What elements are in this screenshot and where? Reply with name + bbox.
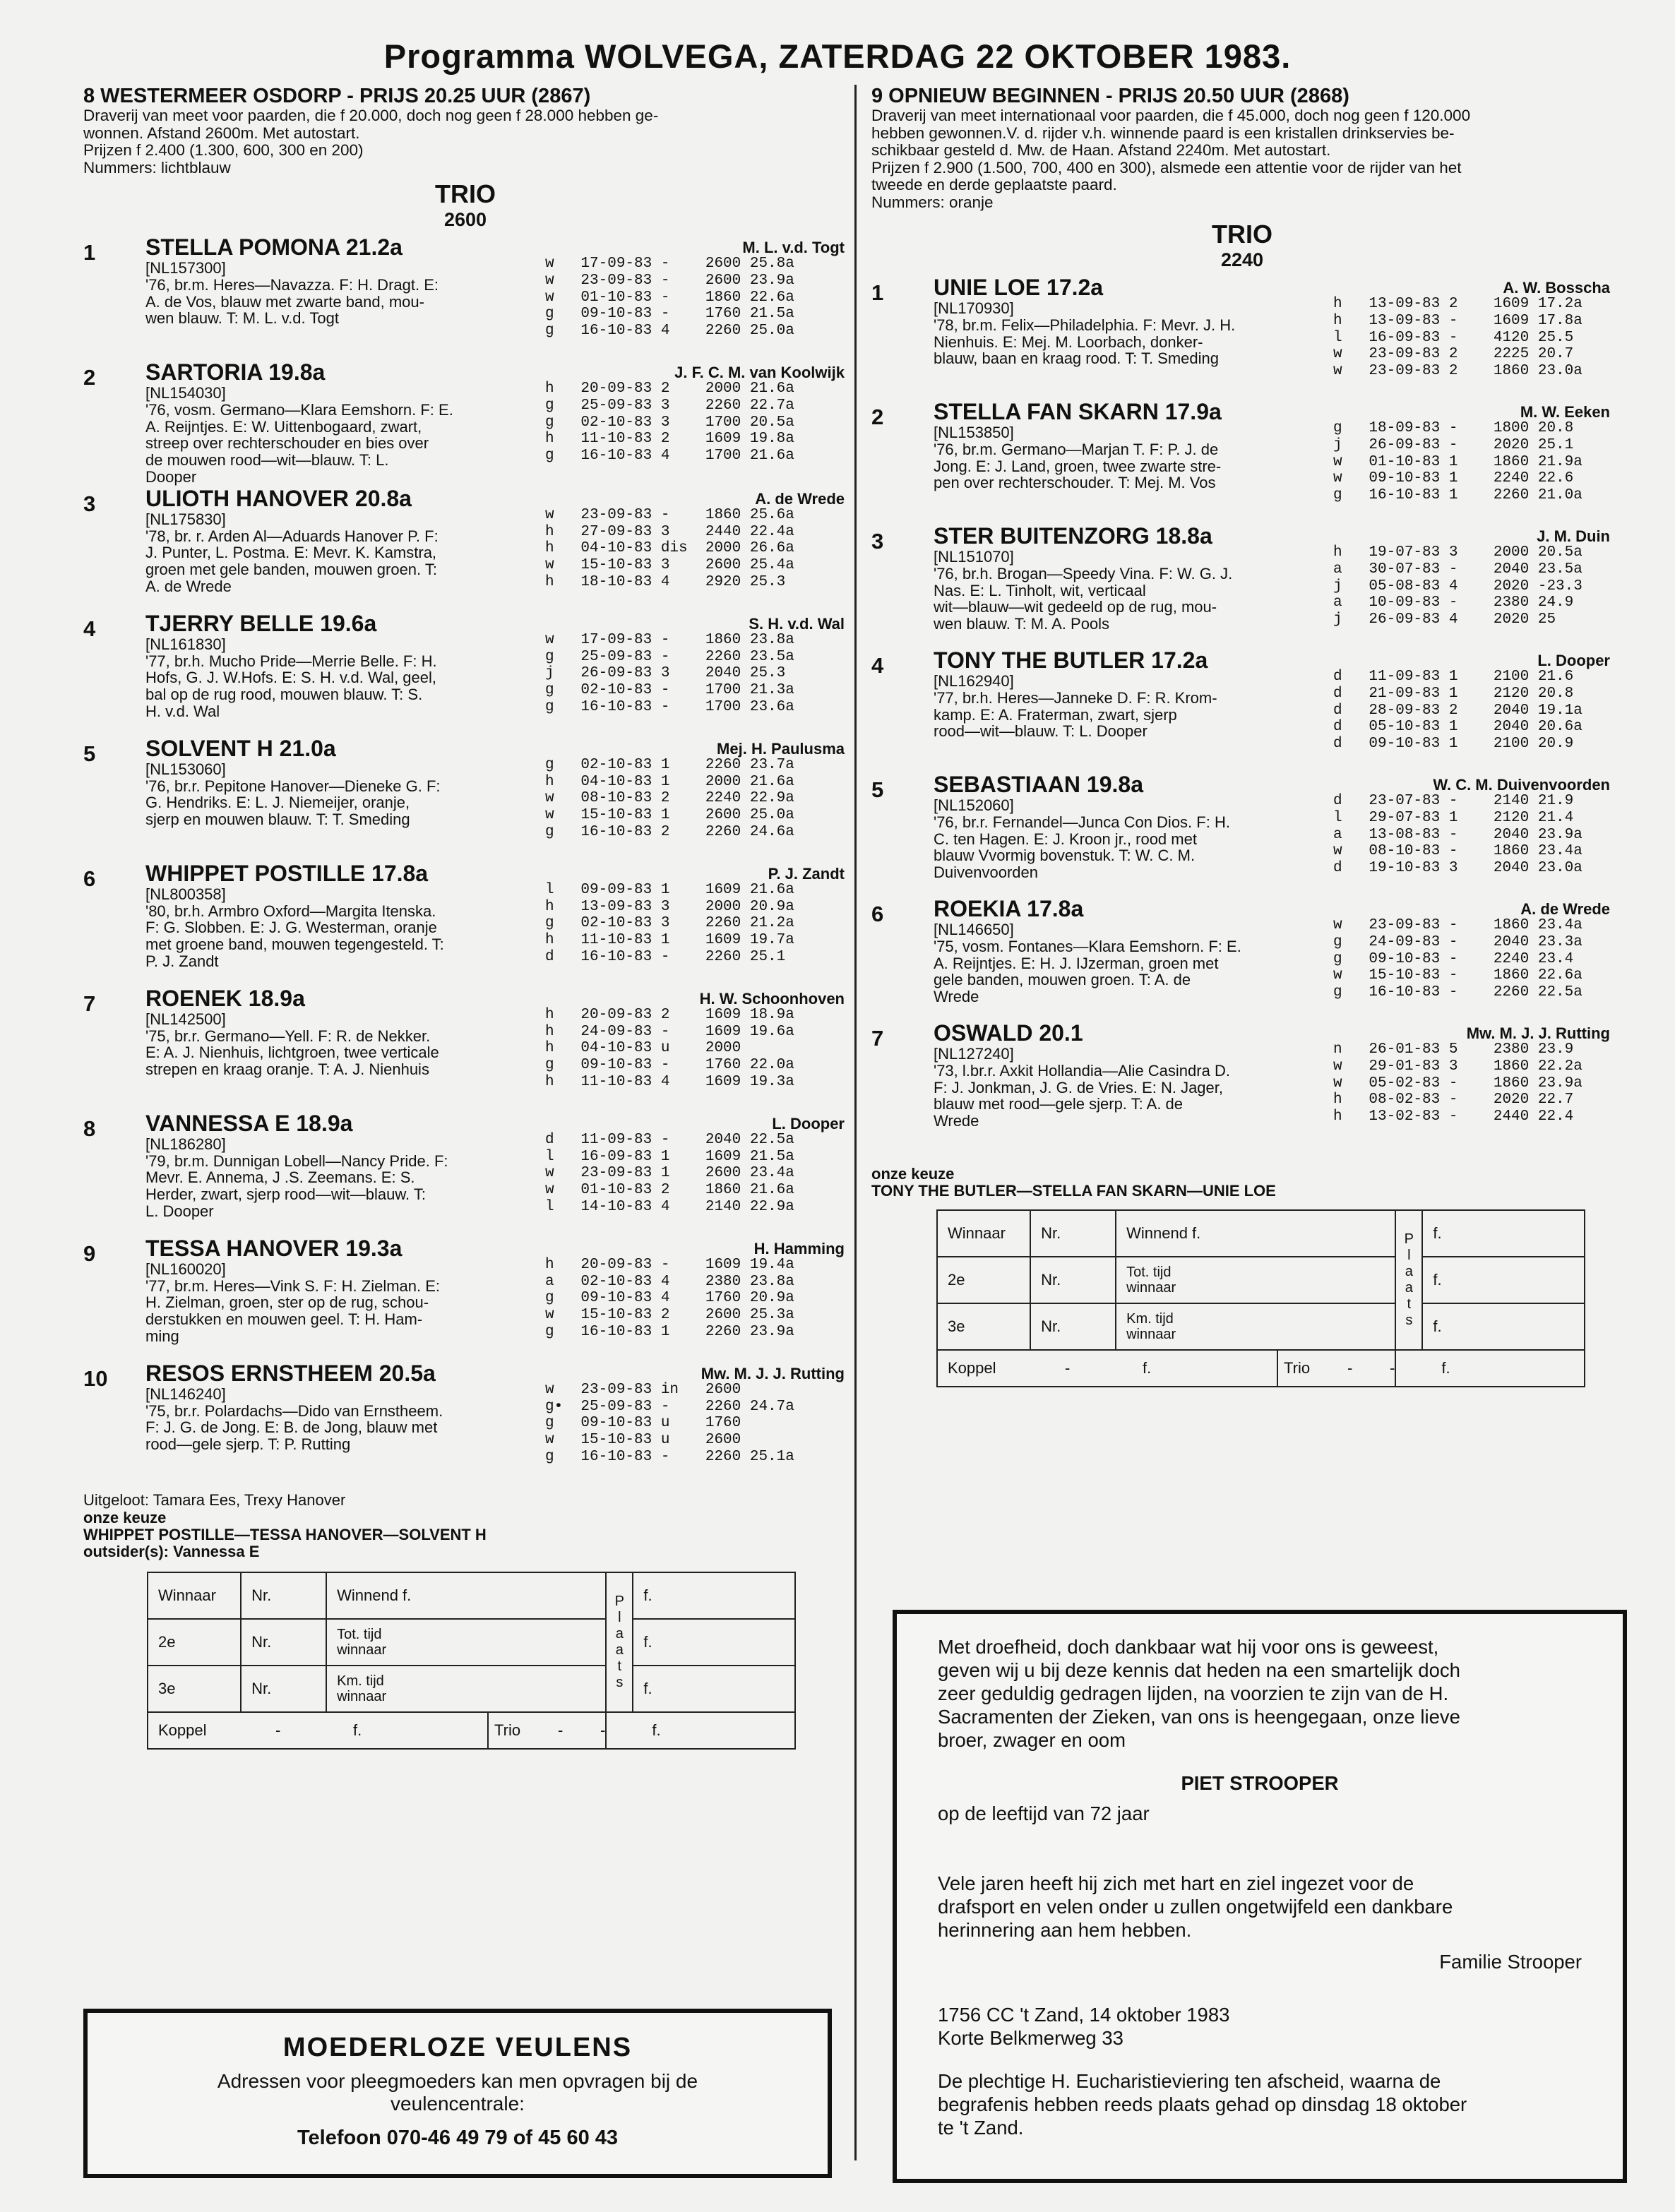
horse-name: ROENEK 18.9a [145, 985, 305, 1011]
performance-row: g 25-09-83 - 2260 23.5a [545, 648, 794, 665]
horse-trainer: Mw. M. J. J. Rutting [1466, 1024, 1610, 1042]
horse-trainer: A. de Wrede [755, 489, 845, 508]
race-8-column [83, 85, 847, 1750]
performance-row: n 26-01-83 5 2380 23.9 [1333, 1041, 1574, 1058]
horse-performances [545, 381, 794, 465]
horse-description: [NL162940] '77, br.h. Heres—Janneke D. F: R. Krom- kamp. E: A. Fraterman, zwart, sjerp rood—wit—blauw. T: L. Dooper [934, 672, 1217, 741]
page-title: Programma WOLVEGA, ZATERDAG 22 OKTOBER 1983. [383, 37, 1292, 75]
horse-performances [1333, 544, 1582, 628]
bet-amount-field[interactable]: f. [1422, 1257, 1585, 1303]
horse-name: SOLVENT H 21.0a [145, 735, 336, 761]
horse-trainer: W. C. M. Duivenvoorden [1433, 776, 1610, 794]
horse-entry [83, 736, 847, 861]
horse-number: 1 [871, 280, 884, 305]
performance-row: l 16-09-83 1 1609 21.5a [545, 1148, 794, 1165]
performance-row: a 02-10-83 4 2380 23.8a [545, 1273, 794, 1290]
performance-row: w 29-01-83 3 1860 22.2a [1333, 1058, 1582, 1075]
death-notice-intro: Met droefheid, doch dankbaar wat hij voor ons is geweest, geven wij u bij deze kennis dat heden na een smartelijk doch zeer geduldig gedragen lijden, na voorzien te zijn van de H. Sacramenten der Zieken, van ons is heengegaan, onze lieve broer, zwager en oom [938, 1636, 1460, 1751]
death-notice-address-1: 1756 CC 't Zand, 14 oktober 1983 [938, 2004, 1230, 2026]
performance-row: h 11-10-83 4 1609 19.3a [545, 1073, 794, 1090]
horse-entry [871, 647, 1613, 772]
death-notice-address-2: Korte Belkmerweg 33 [938, 2027, 1123, 2049]
horse-entry [83, 1361, 847, 1485]
race-8-onze-keuze: WHIPPET POSTILLE—TESSA HANOVER—SOLVENT H [83, 1525, 487, 1543]
race-8-onze-keuze-label: onze keuze [83, 1508, 167, 1526]
horse-number: 3 [871, 529, 884, 554]
horse-entry [83, 359, 847, 486]
horse-name: UNIE LOE 17.2a [934, 275, 1104, 300]
bet-amount-field[interactable]: f. [633, 1619, 795, 1666]
bet-nr-field[interactable]: Nr. [1030, 1303, 1116, 1350]
horse-performances [1333, 917, 1582, 1001]
plaats-label: P l a a t s [1395, 1210, 1422, 1350]
performance-row: h 08-02-83 - 2020 22.7 [1333, 1092, 1574, 1108]
performance-row: h 27-09-83 3 2440 22.4a [545, 523, 794, 540]
column-divider [854, 85, 857, 2160]
horse-entry [871, 399, 1613, 523]
horse-performances [545, 256, 794, 340]
performance-row: w 15-10-83 2 2600 25.3a [545, 1307, 794, 1324]
horse-entry [83, 1111, 847, 1236]
performance-row: h 13-02-83 - 2440 22.4 [1333, 1108, 1574, 1125]
horse-name: VANNESSA E 18.9a [145, 1110, 353, 1136]
horse-trainer: Mw. M. J. J. Rutting [701, 1364, 845, 1382]
performance-row: w 09-10-83 1 2240 22.6 [1333, 470, 1574, 487]
performance-row: w 15-10-83 1 2600 25.0a [545, 807, 794, 824]
performance-row: j 05-08-83 4 2020 -23.3 [1333, 578, 1582, 594]
horse-trainer: S. H. v.d. Wal [749, 614, 845, 633]
bet-nr-field[interactable]: Nr. [241, 1619, 326, 1666]
horse-number: 10 [83, 1365, 108, 1391]
performance-row: l 16-09-83 - 4120 25.5 [1333, 329, 1574, 346]
performance-row: g 02-10-83 - 1700 21.3a [545, 682, 794, 699]
performance-row: d 05-10-83 1 2040 20.6a [1333, 719, 1582, 736]
race-8-distance: 2600 [443, 209, 487, 230]
race-8-bet-form [147, 1572, 847, 1750]
horse-trainer: L. Dooper [772, 1114, 845, 1132]
performance-row: h 04-10-83 u 2000 [545, 1040, 741, 1057]
horse-number: 5 [871, 777, 884, 802]
horse-name: STELLA POMONA 21.2a [145, 234, 403, 260]
horse-performances [545, 1007, 794, 1091]
performance-row: w 15-10-83 3 2600 25.4a [545, 557, 794, 574]
horse-trainer: J. M. Duin [1537, 527, 1610, 545]
performance-row: w 23-09-83 - 2600 23.9a [545, 272, 794, 289]
performance-row: h 20-09-83 - 1609 19.4a [545, 1256, 794, 1273]
death-notice-closing: De plechtige H. Eucharistieviering ten afscheid, waarna de begrafenis hebben reeds plaats gehad op dinsdag 18 oktober te 't Zand. [938, 2070, 1467, 2139]
horse-trainer: Mej. H. Paulusma [717, 739, 845, 758]
horse-name: RESOS ERNSTHEEM 20.5a [145, 1360, 436, 1386]
veulens-title: MOEDERLOZE VEULENS [282, 2033, 633, 2062]
horse-description: [NL152060] '76, br.r. Fernandel—Junca Con Dios. F: H. C. ten Hagen. E: J. Kroon jr., rood met blauw Vvormig bovenstuk. T: W. C. M. Duivenvoorden [934, 796, 1230, 882]
horse-number: 8 [83, 1116, 96, 1141]
horse-performances [1333, 793, 1582, 877]
performance-row: d 21-09-83 1 2120 20.8 [1333, 685, 1574, 702]
horse-name: TJERRY BELLE 19.6a [145, 610, 377, 636]
performance-row: g 16-10-83 4 1700 21.6a [545, 448, 794, 465]
horse-trainer: P. J. Zandt [768, 864, 845, 883]
horse-trainer: A. de Wrede [1520, 900, 1610, 918]
performance-row: g• 25-09-83 - 2260 24.7a [545, 1398, 794, 1415]
plaats-label: P l a a t s [606, 1572, 633, 1712]
performance-row: h 20-09-83 2 1609 18.9a [545, 1006, 794, 1023]
performance-row: g 25-09-83 3 2260 22.7a [545, 397, 794, 414]
performance-row: h 11-10-83 2 1609 19.8a [545, 431, 794, 448]
horse-number: 6 [871, 902, 884, 926]
horse-number: 1 [83, 240, 96, 265]
bet-form-table: Winnaar Nr. Winnend f. P l a a t s f. 2e Nr. Tot. tijd winnaar f. 3e Nr. Km. tijd winnaar f. Koppel - f. Trio - - f. [147, 1572, 796, 1750]
performance-row: w 15-10-83 - 1860 22.6a [1333, 967, 1582, 984]
horse-trainer: M. W. Eeken [1520, 403, 1610, 421]
bet-nr-field[interactable]: Nr. [1030, 1210, 1116, 1257]
performance-row: d 28-09-83 2 2040 19.1a [1333, 702, 1582, 719]
horse-entry [871, 772, 1613, 896]
horse-description: [NL175830] '78, br. r. Arden Al—Aduards Hanover P. F: J. Punter, L. Postma. E: Mevr. K. Kamstra, groen met gele banden, mouwen groen. T: A. de Wrede [145, 510, 439, 595]
horse-description: [NL127240] '73, l.br.r. Axkit Hollandia—Alie Casindra D. F: J. Jonkman, J. G. de Vries. E: N. Jager, blauw met rood—gele sjerp. T: A. de Wrede [934, 1045, 1230, 1130]
horse-description: [NL142500] '75, br.r. Germano—Yell. F: R. de Nekker. E: A. J. Nienhuis, lichtgroen, twee verticale strepen en kraag oranje. T: A. J. Nienhuis [145, 1010, 439, 1079]
race-8-entries [83, 234, 847, 1485]
horse-entry [83, 986, 847, 1111]
horse-number: 3 [83, 491, 96, 516]
race-9-entries [871, 275, 1613, 1144]
performance-row: h 13-09-83 3 2000 20.9a [545, 898, 794, 915]
bet-nr-field[interactable]: Nr. [241, 1666, 326, 1712]
horse-performances [1333, 669, 1582, 753]
death-notice-age: op de leeftijd van 72 jaar [938, 1803, 1150, 1824]
horse-description: [NL800358] '80, br.h. Armbro Oxford—Margita Itenska. F: G. Slobben. E: J. G. Westerman, oranje met groene band, mouwen tegengesteld. T: P. J. Zandt [145, 885, 444, 970]
bet-nr-field[interactable]: Nr. [1030, 1257, 1116, 1303]
bet-nr-field[interactable]: Nr. [241, 1572, 326, 1619]
performance-row: g 09-10-83 4 1760 20.9a [545, 1290, 794, 1307]
bet-amount-field[interactable]: f. [1422, 1210, 1585, 1257]
veulens-text-2: veulencentrale: [391, 2093, 525, 2115]
performance-row: w 08-10-83 2 2240 22.9a [545, 790, 794, 807]
race-9-header: 9 OPNIEUW BEGINNEN - PRIJS 20.50 UUR (2868) [871, 85, 1349, 107]
horse-name: WHIPPET POSTILLE 17.8a [145, 860, 429, 886]
performance-row: h 18-10-83 4 2920 25.3 [545, 573, 786, 590]
performance-row: d 09-10-83 1 2100 20.9 [1333, 736, 1574, 753]
veulens-notice [83, 2009, 832, 2178]
death-notice-body: Vele jaren heeft hij zich met hart en ziel ingezet voor de drafsport en velen onder u zullen ongetwijfeld een dankbare herinnering aan hem hebben. [938, 1872, 1453, 1941]
performance-row: g 16-10-83 1 2260 21.0a [1333, 487, 1582, 504]
performance-row: w 23-09-83 1 2600 23.4a [545, 1165, 794, 1182]
horse-number: 2 [871, 405, 884, 429]
bet-amount-field[interactable]: f. [1422, 1303, 1585, 1350]
horse-trainer: L. Dooper [1537, 652, 1610, 669]
horse-entry [871, 1020, 1613, 1144]
race-8-uitgeloot: Uitgeloot: Tamara Ees, Trexy Hanover [83, 1490, 346, 1509]
horse-name: OSWALD 20.1 [934, 1020, 1083, 1046]
race-8-header: 8 WESTERMEER OSDORP - PRIJS 20.25 UUR (2867) [83, 85, 591, 107]
performance-row: w 01-10-83 1 1860 21.9a [1333, 453, 1582, 470]
race-9-onze-keuze: TONY THE BUTLER—STELLA FAN SKARN—UNIE LOE [871, 1182, 1276, 1200]
horse-name: ROEKIA 17.8a [934, 896, 1084, 921]
horse-performances [545, 632, 794, 716]
horse-performances [1333, 296, 1582, 380]
performance-row: w 05-02-83 - 1860 23.9a [1333, 1075, 1582, 1092]
horse-performances [1333, 420, 1582, 504]
performance-row: h 19-07-83 3 2000 20.5a [1333, 544, 1582, 561]
horse-trainer: H. W. Schoonhoven [699, 989, 845, 1008]
performance-row: g 16-10-83 - 1700 23.6a [545, 698, 794, 715]
horse-name: SEBASTIAAN 19.8a [934, 772, 1143, 797]
performance-row: h 11-10-83 1 1609 19.7a [545, 932, 794, 949]
performance-row: w 23-09-83 - 1860 23.4a [1333, 917, 1582, 933]
trio-amount-field[interactable]: f. [606, 1712, 795, 1749]
horse-number: 6 [83, 866, 96, 891]
race-8-outsider: outsider(s): Vannessa E [83, 1542, 260, 1560]
horse-description: [NL146240] '75, br.r. Polardachs—Dido van Ernstheem. F: J. G. de Jong. E: B. de Jong, blauw met rood—gele sjerp. T: P. Rutting [145, 1385, 443, 1454]
horse-description: [NL160020] '77, br.m. Heres—Vink S. F: H. Zielman. E: H. Zielman, groen, ster op de rug, schou- derstukken en mouwen geel. T: H. Ham- ming [145, 1260, 441, 1345]
performance-row: g 18-09-83 - 1800 20.8 [1333, 420, 1574, 436]
performance-row: g 16-10-83 - 2260 22.5a [1333, 984, 1582, 1001]
performance-row: a 10-09-83 - 2380 24.9 [1333, 594, 1574, 611]
race-9-bet-form [936, 1209, 1613, 1387]
bet-amount-field[interactable]: f. [633, 1666, 795, 1712]
performance-row: w 23-09-83 - 1860 25.6a [545, 506, 794, 523]
performance-row: w 08-10-83 - 1860 23.4a [1333, 843, 1582, 860]
performance-row: d 23-07-83 - 2140 21.9 [1333, 793, 1574, 809]
performance-row: w 17-09-83 - 1860 23.8a [545, 631, 794, 648]
horse-entry [871, 896, 1613, 1020]
performance-row: w 17-09-83 - 2600 25.8a [545, 256, 794, 272]
performance-row: j 26-09-83 3 2040 25.3 [545, 665, 786, 682]
race-9-description: Draverij van meet internationaal voor paarden, die f 45.000, doch nog geen f 120.000 hebben gewonnen.V. d. rijder v.h. winnende paard is een kristallen drinkservies be- schikbaar gesteld d. Mw. de Haan. Afstand 2240m. Met autostart. Prijzen f 2.900 (1.500, 700, 400 en 300), alsmede een attentie voor de rijder van het tweede en derde geplaatste paard. Nummers: oranje [871, 107, 1471, 211]
horse-entry [83, 486, 847, 611]
horse-performances [545, 507, 794, 591]
performance-row: h 13-09-83 - 1609 17.8a [1333, 312, 1582, 329]
horse-description: [NL170930] '78, br.m. Felix—Philadelphia. F: Mevr. J. H. Nienhuis. E: Mej. M. Loorbach, donker- blauw, baan en kraag rood. T: T. Smeding [934, 299, 1236, 368]
performance-row: d 16-10-83 - 2260 25.1 [545, 948, 786, 965]
performance-row: g 09-10-83 - 1760 22.0a [545, 1057, 794, 1074]
horse-trainer: M. L. v.d. Togt [742, 239, 845, 256]
horse-trainer: J. F. C. M. van Koolwijk [674, 364, 845, 381]
horse-description: [NL154030] '76, vosm. Germano—Klara Eemshorn. F: E. A. Reijntjes. E: W. Uittenbogaard, zwart, streep over rechterschouder en bies over de mouwen rood—wit—blauw. T: L. Dooper [145, 384, 453, 486]
trio-amount-field[interactable]: f. [1395, 1350, 1585, 1387]
horse-description: [NL153850] '76, br.m. Germano—Marjan T. F: P. J. de Jong. E: J. Land, groen, twee zwarte stre- pen over rechterschouder. T: Mej. M. Vos [934, 424, 1222, 492]
horse-number: 5 [83, 741, 96, 766]
horse-description: [NL153060] '76, br.r. Pepitone Hanover—Dieneke G. F: G. Hendriks. E: L. J. Niemeijer, oranje, sjerp en mouwen blauw. T: T. Smeding [145, 760, 441, 829]
performance-row: g 02-10-83 1 2260 23.7a [545, 756, 794, 773]
horse-performances [545, 1382, 794, 1466]
horse-entry [871, 523, 1613, 647]
performance-row: d 19-10-83 3 2040 23.0a [1333, 860, 1582, 877]
performance-row: w 01-10-83 - 1860 22.6a [545, 289, 794, 306]
horse-name: TONY THE BUTLER 17.2a [934, 647, 1208, 673]
veulens-phone: Telefoon 070-46 49 79 of 45 60 43 [297, 2127, 619, 2149]
performance-row: w 15-10-83 u 2600 [545, 1432, 741, 1449]
horse-description: [NL186280] '79, br.m. Dunnigan Lobell—Nancy Pride. F: Mevr. E. Annema, J .S. Zeemans. E: S. Herder, zwart, sjerp rood—wit—blauw. T: L. Dooper [145, 1135, 448, 1220]
performance-row: d 11-09-83 1 2100 21.6 [1333, 669, 1574, 685]
performance-row: j 26-09-83 4 2020 25 [1333, 611, 1556, 628]
performance-row: h 04-10-83 1 2000 21.6a [545, 773, 794, 790]
performance-row: g 02-10-83 3 2260 21.2a [545, 915, 794, 932]
horse-performances [545, 757, 794, 841]
horse-number: 4 [871, 653, 884, 678]
horse-performances [545, 1132, 794, 1216]
horse-trainer: H. Hamming [753, 1239, 845, 1257]
horse-performances [1333, 1041, 1582, 1125]
horse-name: ULIOTH HANOVER 20.8a [145, 485, 412, 511]
performance-row: g 16-10-83 2 2260 24.6a [545, 823, 794, 840]
race-9-onze-keuze-label: onze keuze [871, 1165, 955, 1183]
veulens-text-1: Adressen voor pleegmoeders kan men opvragen bij de [217, 2070, 698, 2092]
horse-name: TESSA HANOVER 19.3a [145, 1235, 403, 1261]
performance-row: g 24-09-83 - 2040 23.3a [1333, 933, 1582, 950]
performance-row: g 16-10-83 4 2260 25.0a [545, 323, 794, 340]
race-8-description: Draverij van meet voor paarden, die f 20.000, doch nog geen f 28.000 hebben ge- wonnen. Afstand 2600m. Met autostart. Prijzen f 2.400 (1.300, 600, 300 en 200) Nummers: lichtblauw [83, 107, 659, 177]
horse-description: [NL157300] '76, br.m. Heres—Navazza. F: H. Dragt. E: A. de Vos, blauw met zwarte band, mou- wen blauw. T: M. L. v.d. Togt [145, 259, 439, 328]
performance-row: w 01-10-83 2 1860 21.6a [545, 1182, 794, 1199]
race-9-distance: 2240 [1220, 249, 1264, 270]
performance-row: g 09-10-83 - 2240 23.4 [1333, 950, 1574, 967]
race-8-trio-label: TRIO [435, 179, 496, 208]
horse-number: 7 [83, 991, 96, 1016]
performance-row: w 23-09-83 2 1860 23.0a [1333, 363, 1582, 380]
performance-row: g 16-10-83 - 2260 25.1a [545, 1448, 794, 1465]
performance-row: w 23-09-83 in 2600 [545, 1381, 741, 1398]
horse-performances [545, 1257, 794, 1341]
performance-row: h 04-10-83 dis 2000 26.6a [545, 540, 794, 557]
performance-row: g 09-10-83 u 1760 [545, 1415, 741, 1432]
race-9-trio-label: TRIO [1212, 220, 1272, 249]
race-9-column [871, 85, 1613, 1387]
death-notice-name: PIET STROOPER [1181, 1772, 1339, 1794]
performance-row: l 14-10-83 4 2140 22.9a [545, 1198, 794, 1215]
performance-row: a 30-07-83 - 2040 23.5a [1333, 561, 1582, 578]
horse-entry [83, 1236, 847, 1361]
death-notice [893, 1610, 1627, 2183]
performance-row: g 16-10-83 1 2260 23.9a [545, 1323, 794, 1340]
horse-description: [NL151070] '76, br.h. Brogan—Speedy Vina. F: W. G. J. Nas. E: L. Tinholt, wit, verticaal wit—blauw—wit gedeeld op de rug, mou- wen blauw. T: M. A. Pools [934, 548, 1233, 633]
horse-number: 4 [83, 616, 96, 641]
performance-row: l 09-09-83 1 1609 21.6a [545, 881, 794, 898]
horse-entry [871, 275, 1613, 399]
horse-entry [83, 861, 847, 986]
horse-description: [NL161830] '77, br.h. Mucho Pride—Merrie Belle. F: H. Hofs, G. J. W.Hofs. E: S. H. v.d. Wal, geel, bal op de rug rood, mouwen blauw. T: S. H. v.d. Wal [145, 635, 437, 720]
performance-row: h 24-09-83 - 1609 19.6a [545, 1023, 794, 1040]
horse-number: 7 [871, 1026, 884, 1051]
horse-trainer: A. W. Bosscha [1503, 279, 1610, 297]
horse-entry [83, 611, 847, 736]
horse-name: STER BUITENZORG 18.8a [934, 523, 1212, 549]
horse-number: 9 [83, 1240, 96, 1266]
performance-row: w 23-09-83 2 2225 20.7 [1333, 346, 1574, 363]
performance-row: g 02-10-83 3 1700 20.5a [545, 414, 794, 431]
performance-row: h 13-09-83 2 1609 17.2a [1333, 296, 1582, 312]
horse-name: SARTORIA 19.8a [145, 359, 326, 385]
performance-row: g 09-10-83 - 1760 21.5a [545, 306, 794, 323]
horse-performances [545, 882, 794, 966]
horse-name: STELLA FAN SKARN 17.9a [934, 399, 1222, 424]
performance-row: d 11-09-83 - 2040 22.5a [545, 1131, 794, 1148]
death-notice-family: Familie Strooper [1439, 1951, 1582, 1973]
horse-number: 2 [83, 365, 96, 390]
performance-row: l 29-07-83 1 2120 21.4 [1333, 809, 1574, 826]
performance-row: a 13-08-83 - 2040 23.9a [1333, 826, 1582, 843]
horse-entry [83, 234, 847, 359]
bet-form-table: Winnaar Nr. Winnend f. P l a a t s f. 2e Nr. Tot. tijd winnaar f. 3e Nr. Km. tijd winnaar f. Koppel - f. Trio - - f. [936, 1209, 1585, 1387]
performance-row: j 26-09-83 - 2020 25.1 [1333, 436, 1574, 453]
horse-description: [NL146650] '75, vosm. Fontanes—Klara Eemshorn. F: E. A. Reijntjes. E: H. J. IJzerman, groen met gele banden, mouwen groen. T: A. de Wrede [934, 921, 1241, 1006]
bet-amount-field[interactable]: f. [633, 1572, 795, 1619]
performance-row: h 20-09-83 2 2000 21.6a [545, 381, 794, 397]
